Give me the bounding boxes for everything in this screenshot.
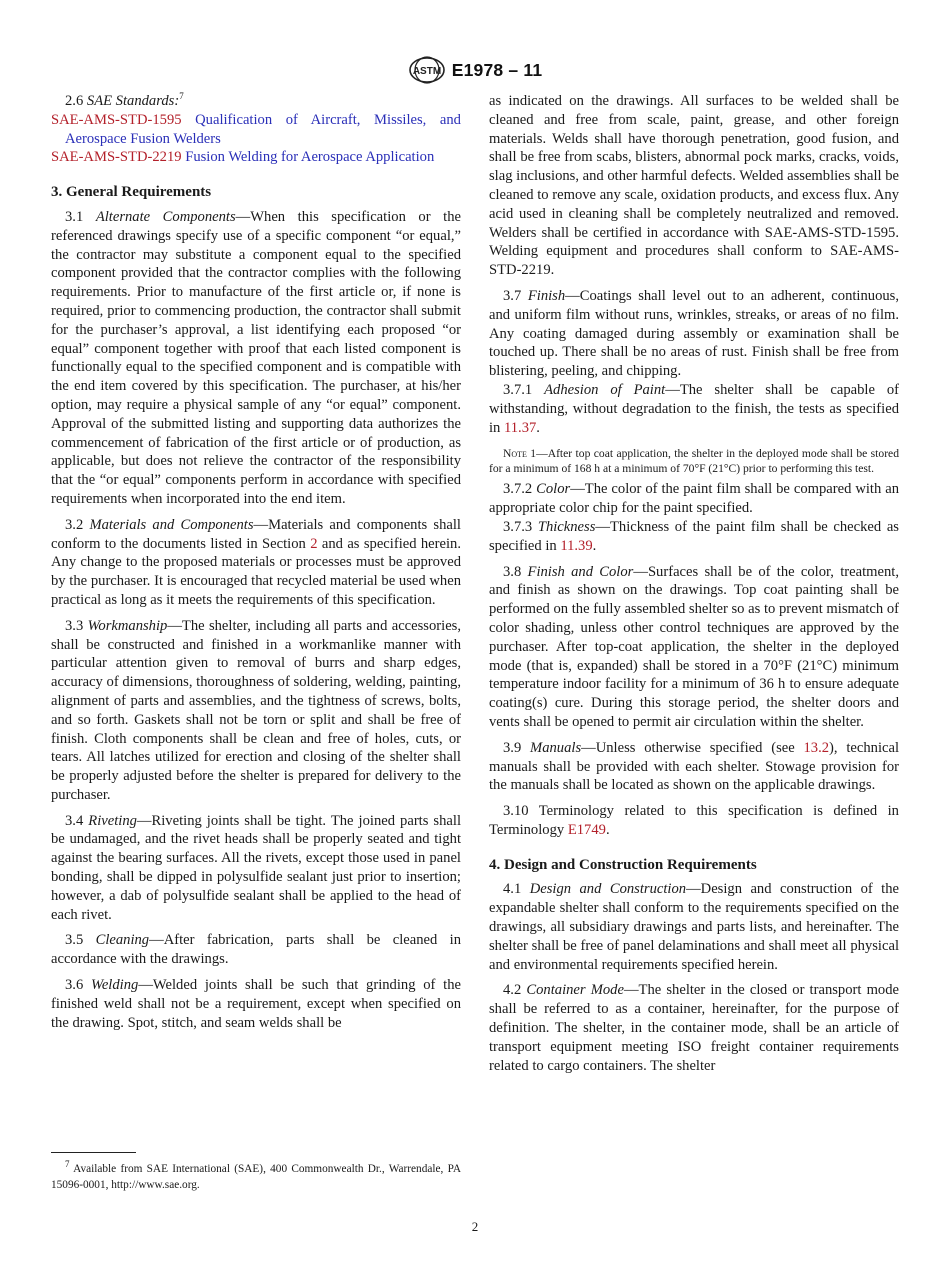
paragraph-3-6-continued: as indicated on the drawings. All surfaces to be welded shall be cleaned and free from scale, paint, grease, and other foreign materials. Welds shall have thorough penetration, good fusion, and shall be free from scabs, blisters, abnormal pock marks, cracks, voids, slag inclusions, and other harmful defects. Welded assemblies shall be cleaned to remove any scale, oxidation products, and excess flux. Any acid used in cleaning shall be completely neutralized and removed. Welders shall be certified in accordance with SAE-AMS-STD-1595. Welding equipment and procedures shall conform to SAE-AMS-STD-2219. (489, 93, 899, 279)
paragraph-3-6: 3.6 Welding—Welded joints shall be such that grinding of the finished weld shall not be a requirement, except when specified on the drawing. Spot, stitch, and seam welds shall be (51, 977, 461, 1031)
section-11-37-link[interactable]: 11.37 (504, 419, 537, 436)
reference-title-link[interactable]: Fusion Welding for Aerospace Application (185, 149, 435, 166)
e1749-link[interactable]: E1749 (567, 821, 606, 838)
reference-code-link[interactable]: SAE-AMS-STD-1595 (51, 111, 182, 128)
paragraph-3-9: 3.9 Manuals—Unless otherwise specified (see 13.2), technical manuals shall be provided with each shelter. Stowage provision for the manuals shall be located as shown on the applicable drawings. (489, 739, 900, 794)
footnote-ref[interactable]: 7 (179, 91, 184, 102)
section-2-link[interactable]: 2 (310, 535, 318, 552)
section-11-39-link[interactable]: 11.39 (560, 537, 593, 554)
footnote: $^7$ Available from SAE International (SAE), 400 Commonwealth Dr., Warrendale, PA 15096-0001, http://www.sae.org. (51, 1159, 461, 1191)
section-heading-4: 4. Design and Construction Requirements (489, 856, 757, 873)
reference-entry (51, 148, 461, 167)
paragraph-3-10: 3.10 Terminology related to this specification is defined in Terminology E1749. (489, 803, 899, 838)
page-header (0, 56, 950, 84)
reference-title-link[interactable]: Qualification of Aircraft, Missiles, and Aerospace Fusion Welders (65, 111, 461, 147)
footnote-marker: 7 (65, 1159, 70, 1170)
paragraph-3-8: 3.8 Finish and Color—Surfaces shall be of the color, treatment, and finish as shown on the drawings. Top coat painting shall be performed on the fully assembled shelter so as to prevent mismatch of color shading, unless other control techniques are approved by the purchaser. After top-coat application, the shelter in the deployed mode (that is, expanded) shall be stored in a 70°F (21°C) minimum temperature indoor facility for a minimum of 36 h to ensure adequate coating(s) cure. During this storage period, the shelter doors and vents shall be opened to permit air circulation within the shelter. (489, 563, 899, 730)
paragraph-3-7-3: 3.7.3 Thickness—Thickness of the paint film shall be checked as specified in 11.39. (489, 518, 899, 554)
page-number: 2 (471, 1219, 479, 1234)
left-column (51, 92, 461, 1032)
paragraph-3-7-1: 3.7.1 Adhesion of Paint—The shelter shall be capable of withstanding, without degradation to the finish, the tests as specified in 11.37. (489, 381, 899, 436)
paragraph-3-1: 3.1 Alternate Components—When this specification or the referenced drawings specify use of a specific component “or equal,” the contractor may substitute a component equal to the specified component provided that the contractor complies with the following requirements. Prior to manufacture of the first article or, if none is required, prior to commencing production, the contractor shall submit for the purchaser’s approval, a list identifying each proposed “or equal” component together with proof that each listed component is functionally equal to the specified component and is compatible with the end item covered by this specification. The purchaser, at his/her option, may require a physical sample of any “or equal” component. Approval of the submitted listing and supporting data authorizes the commencement of fabrication of the first article or of production, as applicable, but does not relieve the contractor of the responsibility that the “or equal” components perform in accordance with specified requirements when incorporated into the end item. (51, 208, 461, 507)
paragraph-3-7-2: 3.7.2 Color—The color of the paint film shall be compared with an appropriate color chip for the paint specified. (489, 481, 899, 517)
paragraph-4-2: 4.2 Container Mode—The shelter in the closed or transport mode shall be referred to as a container, hereinafter, for the purpose of definition. The shelter, in the container mode, shall be an article of transport equipment meeting ISO freight container requirements related to cargo containers. The shelter (489, 982, 899, 1074)
paragraph-3-3: 3.3 Workmanship—The shelter, including all parts and accessories, shall be constructed and finished in a workmanlike manner with particular attention given to removal of burrs and sharp edges, accuracy of dimensions, thoroughness of soldering, welding, painting, alignment of parts and assemblies, and the tightness of screws, bolts, and so forth. Gaskets shall not be torn or split and shall be free of finish. Cloth components shall be clean and free of holes, cuts, or tears. All latches utilized for erection and closing of the shelter shall be properly adjusted before the shelter is prepared for delivery to the purchaser. (51, 617, 461, 803)
right-column (489, 92, 899, 1075)
reference-entry (51, 111, 461, 149)
paragraph-3-2: 3.2 Materials and Components—Materials and components shall conform to the documents listed in Section 2 and as specified herein. Any change to the proposed materials or processes must be approved by the purchaser. It is encouraged that recycled material be used when practical as long as it meets the requirements of this specification. (51, 516, 461, 608)
section-heading-3: 3. General Requirements (51, 184, 212, 201)
note-1: Note 1—After top coat application, the shelter in the deployed mode shall be stored for a minimum of 168 h at a minimum of 70°F (21°C) prior to performing this test. (489, 447, 899, 476)
svg-text:ASTM: ASTM (412, 66, 441, 77)
reference-code-link[interactable]: SAE-AMS-STD-2219 (51, 149, 182, 166)
standard-designation: E1978 – 11 (451, 59, 543, 80)
paragraph-3-7: 3.7 Finish—Coatings shall level out to an adherent, continuous, and uniform film without runs, wrinkles, streaks, or areas of no film. Any coating damaged during assembly or examination shall be touched up. There shall be no areas of rust. Finish shall be free from blistering, peeling, and chipping. (489, 287, 899, 380)
subsection-2-6: 2.6 SAE Standards:$^7$ (65, 91, 184, 109)
paragraph-4-1: 4.1 Design and Construction—Design and construction of the expandable shelter shall conform to the requirements specified on the drawings, all subsidiary drawings and parts lists, and hereinafter. The shelter shall be free of panel delaminations and shall meet all physical and environmental requirements specified herein. (489, 881, 899, 973)
footnote-divider (51, 1152, 136, 1153)
section-13-2-link[interactable]: 13.2 (803, 739, 830, 756)
astm-logo-icon (408, 56, 446, 84)
paragraph-3-5: 3.5 Cleaning—After fabrication, parts shall be cleaned in accordance with the drawings. (51, 932, 461, 968)
paragraph-3-4: 3.4 Riveting—Riveting joints shall be tight. The joined parts shall be undamaged, and the rivet heads shall be properly seated and tight against the bearing surfaces. All the rivets, except those used in panel bonding, shall be dipped in polysulfide sealant just prior to insertion; however, a dab of polysulfide sealant shall be applied to the head of each rivet. (51, 812, 461, 923)
